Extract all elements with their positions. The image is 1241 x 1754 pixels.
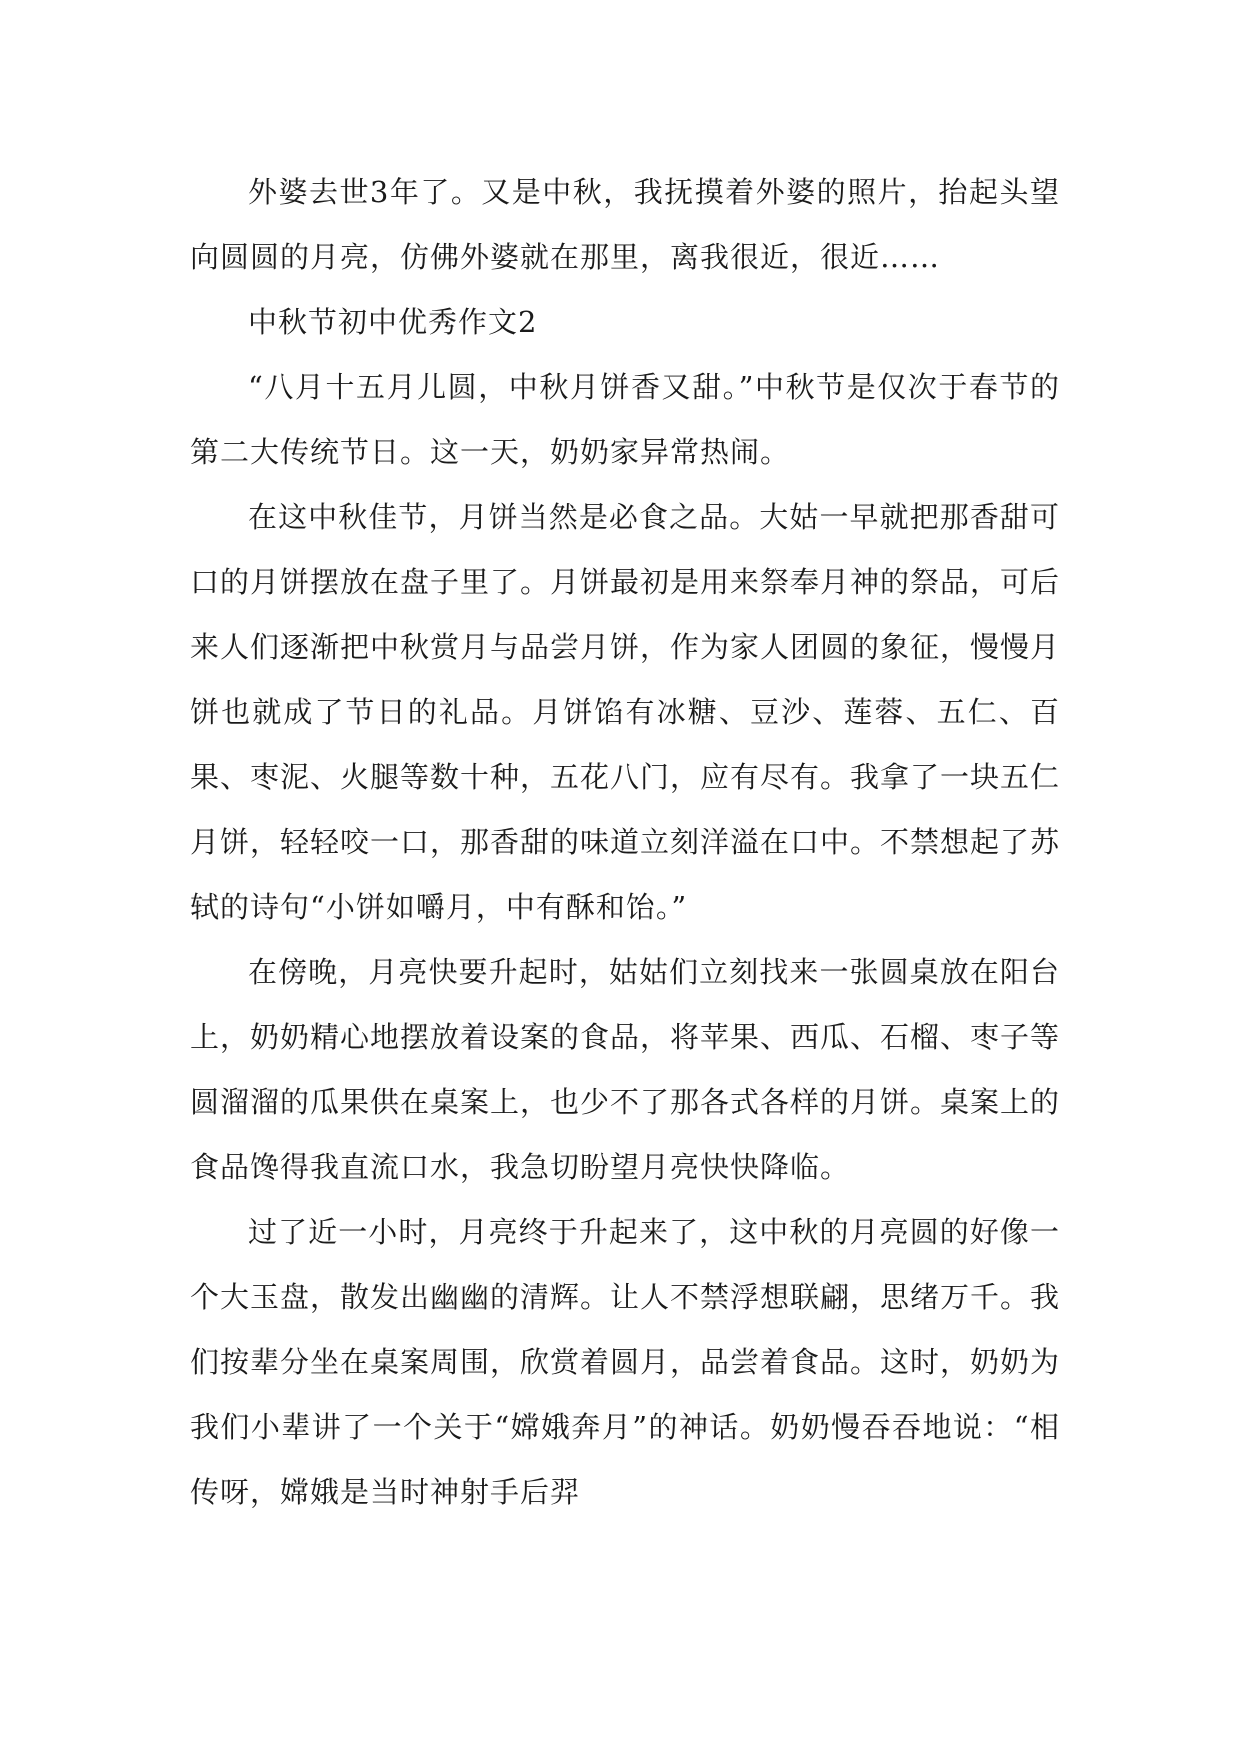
paragraph-mooncakes: 在这中秋佳节，月饼当然是必食之品。大姑一早就把那香甜可口的月饼摆放在盘子里了。月饼最初是用来祭奉月神的祭品，可后来人们逐渐把中秋赏月与品尝月饼，作为家人团圆的象征，慢慢月饼也就成了节日的礼品。月饼馅有冰糖、豆沙、莲蓉、五仁、百果、枣泥、火腿等数十种，五花八门，应有尽有。我拿了一块五仁月饼，轻轻咬一口，那香甜的味道立刻洋溢在口中。不禁想起了苏轼的诗句“小饼如嚼月，中有酥和饴。”	[190, 500, 1061, 924]
paragraph-moonrise: 过了近一小时，月亮终于升起来了，这中秋的月亮圆的好像一个大玉盘，散发出幽幽的清辉。让人不禁浮想联翩，思绪万千。我们按辈分坐在桌案周围，欣赏着圆月，品尝着食品。这时，奶奶为我们小辈讲了一个关于“嫦娥奔月”的神话。奶奶慢吞吞地说：“相传呀，嫦娥是当时神射手后羿	[190, 1215, 1061, 1509]
essay-title: 中秋节初中优秀作文2	[248, 305, 538, 339]
paragraph-intro: “八月十五月儿圆，中秋月饼香又甜。”中秋节是仅次于春节的第二大传统节日。这一天，奶奶家异常热闹。	[190, 370, 1060, 469]
paragraph-grandma: 外婆去世3年了。又是中秋，我抚摸着外婆的照片，抬起头望向圆圆的月亮，仿佛外婆就在那里，离我很近，很近……	[190, 175, 1060, 274]
paragraph-evening: 在傍晚，月亮快要升起时，姑姑们立刻找来一张圆桌放在阳台上，奶奶精心地摆放着设案的食品，将苹果、西瓜、石榴、枣子等圆溜溜的瓜果供在桌案上，也少不了那各式各样的月饼。桌案上的食品馋得我直流口水，我急切盼望月亮快快降临。	[190, 955, 1061, 1184]
document-body	[190, 160, 1060, 1525]
